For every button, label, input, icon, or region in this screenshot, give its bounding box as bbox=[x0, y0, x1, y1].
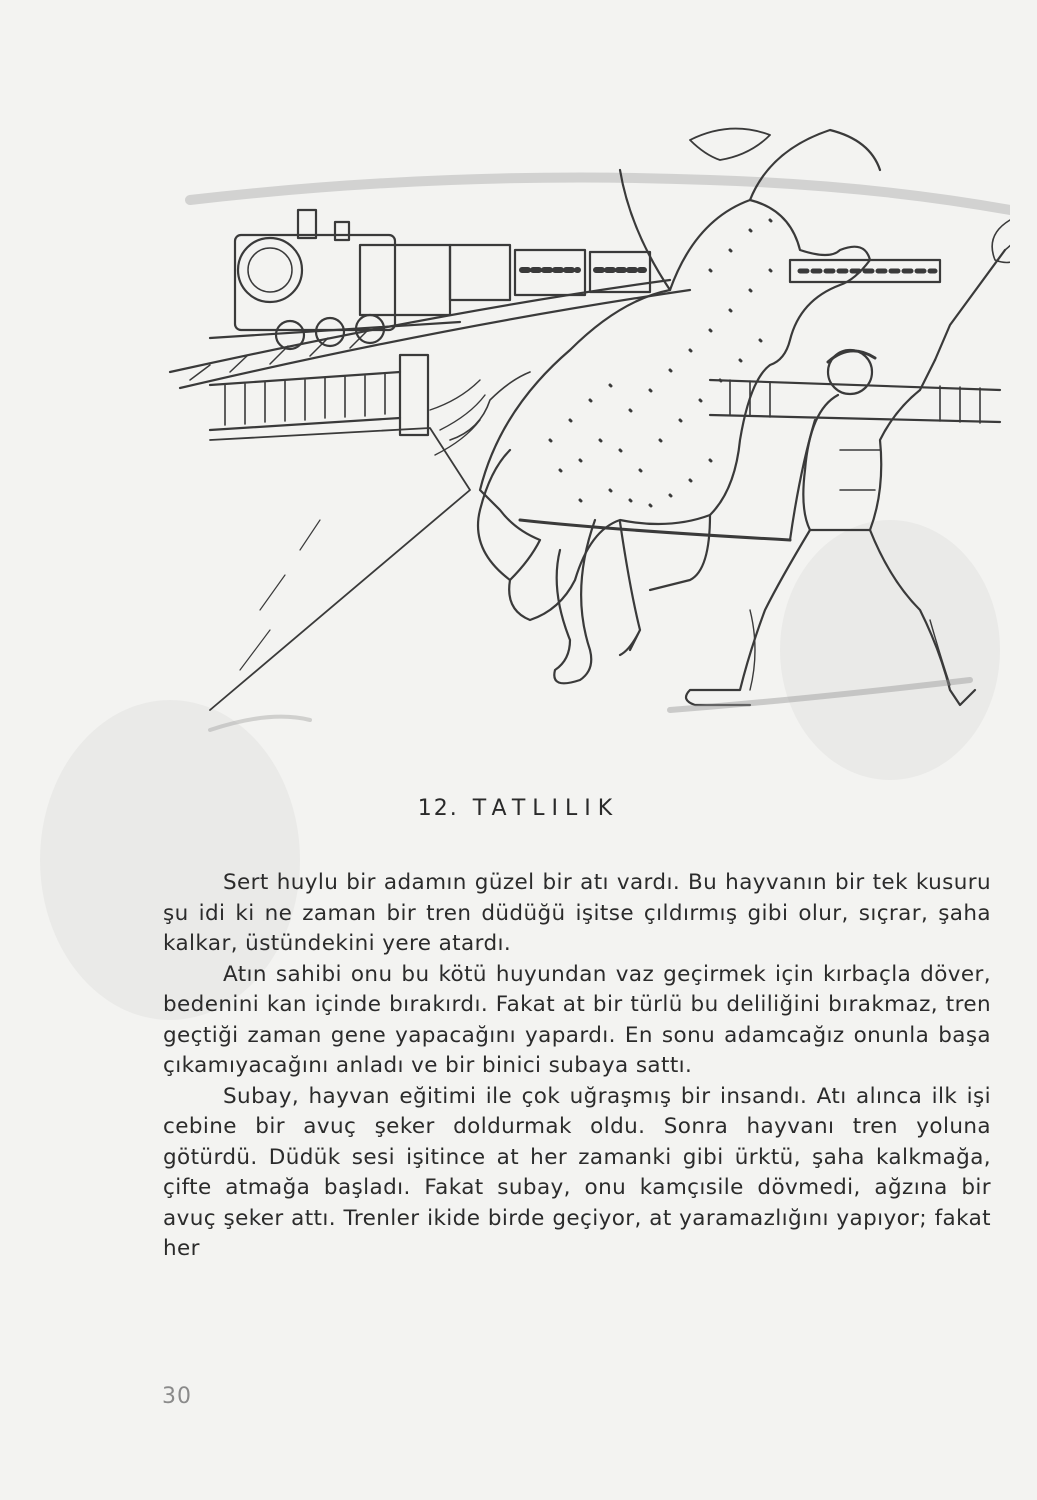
paragraph: Sert huylu bir adamın güzel bir atı vardı. Bu hayvanın bir tek kusuru şu idi ki ne zaman bir tren düdüğü işitse çıldırmış gibi olur, sıçrar, şaha kalkar, üstündekini yere atardı. bbox=[163, 870, 991, 956]
story-text bbox=[163, 868, 991, 1265]
man-with-whip bbox=[686, 220, 1010, 705]
rail-tracks bbox=[170, 280, 690, 388]
chapter-heading bbox=[0, 796, 1037, 821]
horse-spots bbox=[550, 220, 771, 506]
paragraph: Subay, hayvan eğitimi ile çok uğraşmış bir insandı. Atı alınca ilk işi cebine bir avuç şeker doldurmak oldu. Sonra hayvanı tren yoluna götürdü. Düdük sesi işitince at her zamanki gibi ürktü, şaha kalkmağa, çifte atmağa başladı. Fakat subay, onu kamçısile dövmedi, ağzına bir avuç şeker attı. Trenler ikide birde geçiyor, at yaramazlığını yapıyor; fakat her bbox=[163, 1083, 991, 1261]
rearing-horse bbox=[430, 129, 880, 684]
locomotive bbox=[210, 210, 460, 349]
chapter-title: TATLILIK bbox=[472, 796, 620, 821]
paragraph: Atın sahibi onu bu kötü huyundan vaz geçirmek için kırbaçla döver, bedenini kan içinde bırakırdı. Fakat at bir türlü bu deliliğini bırakmaz, tren geçtiği zaman gene yapacağını yapardı. En sonu adamcağız onunla başa çıkamıyacağını anladı ve bir binici subaya sattı. bbox=[163, 961, 991, 1078]
bridge-fence bbox=[210, 355, 1000, 710]
rearing-horse-train-illustration bbox=[150, 110, 1010, 770]
ground-shadow bbox=[670, 680, 970, 710]
chapter-number: 12. bbox=[417, 796, 459, 821]
page-number: 30 bbox=[162, 1384, 192, 1409]
ground-shadow bbox=[210, 717, 310, 730]
sky-brush-stroke bbox=[190, 178, 1010, 211]
